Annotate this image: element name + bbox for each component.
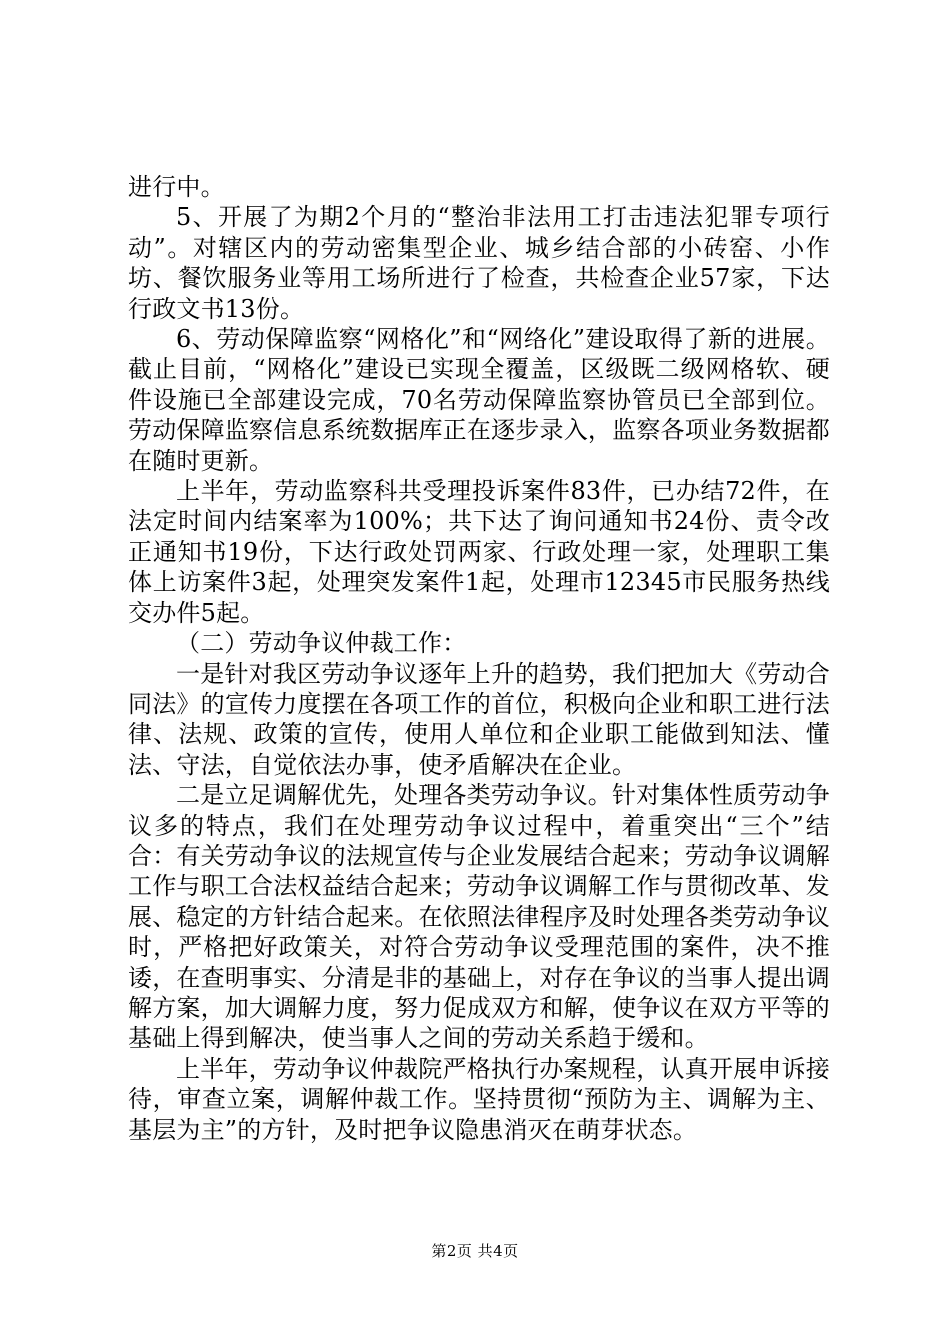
document-body bbox=[128, 172, 830, 1145]
paragraph-arbitration-summary: 上半年，劳动争议仲裁院严格执行办案规程，认真开展申诉接待，审查立案，调解仲裁工作。坚持贯彻“预防为主、调解为主、基层为主”的方针，及时把争议隐患消灭在萌芽状态。 bbox=[128, 1054, 830, 1144]
page-number-footer: 第2页 共4页 bbox=[431, 1242, 519, 1260]
paragraph-inspection-summary: 上半年，劳动监察科共受理投诉案件83件，已办结72件，在法定时间内结案率为100%；共下达了询问通知书24份、责令改正通知书19份，下达行政处罚两家、行政处理一家，处理职工集体上访案件3起，处理突发案件1起，处理市12345市民服务热线交办件5起。 bbox=[128, 477, 830, 627]
paragraph-first-point: 一是针对我区劳动争议逐年上升的趋势，我们把加大《劳动合同法》的宣传力度摆在各项工作的首位，积极向企业和职工进行法律、法规、政策的宣传，使用人单位和企业职工能做到知法、懂法、守法，自觉依法办事，使矛盾解决在企业。 bbox=[128, 659, 830, 779]
paragraph-item-6: 6、劳动保障监察“网格化”和“网络化”建设取得了新的进展。截止目前，“网格化”建设已实现全覆盖，区级既二级网格软、硬件设施已全部建设完成，70名劳动保障监察协管员已全部到位。劳动保障监察信息系统数据库正在逐步录入，监察各项业务数据都在随时更新。 bbox=[128, 325, 830, 475]
section-heading-arbitration: （二）劳动争议仲裁工作： bbox=[176, 629, 467, 658]
paragraph-second-point: 二是立足调解优先，处理各类劳动争议。针对集体性质劳动争议多的特点，我们在处理劳动争议过程中，着重突出“三个”结合：有关劳动争议的法规宣传与企业发展结合起来；劳动争议调解工作与职工合法权益结合起来；劳动争议调解工作与贯彻改革、发展、稳定的方针结合起来。在依照法律程序及时处理各类劳动争议时，严格把好政策关，对符合劳动争议受理范围的案件，决不推诿，在查明事实、分清是非的基础上，对存在争议的当事人提出调解方案，加大调解力度，努力促成双方和解，使争议在双方平等的基础上得到解决，使当事人之间的劳动关系趋于缓和。 bbox=[128, 781, 830, 1053]
paragraph-continuation: 进行中。 bbox=[128, 173, 225, 201]
paragraph-item-5: 5、开展了为期2个月的“整治非法用工打击违法犯罪专项行动”。对辖区内的劳动密集型企业、城乡结合部的小砖窑、小作坊、餐饮服务业等用工场所进行了检查，共检查企业57家，下达行政文书13份。 bbox=[128, 203, 830, 323]
